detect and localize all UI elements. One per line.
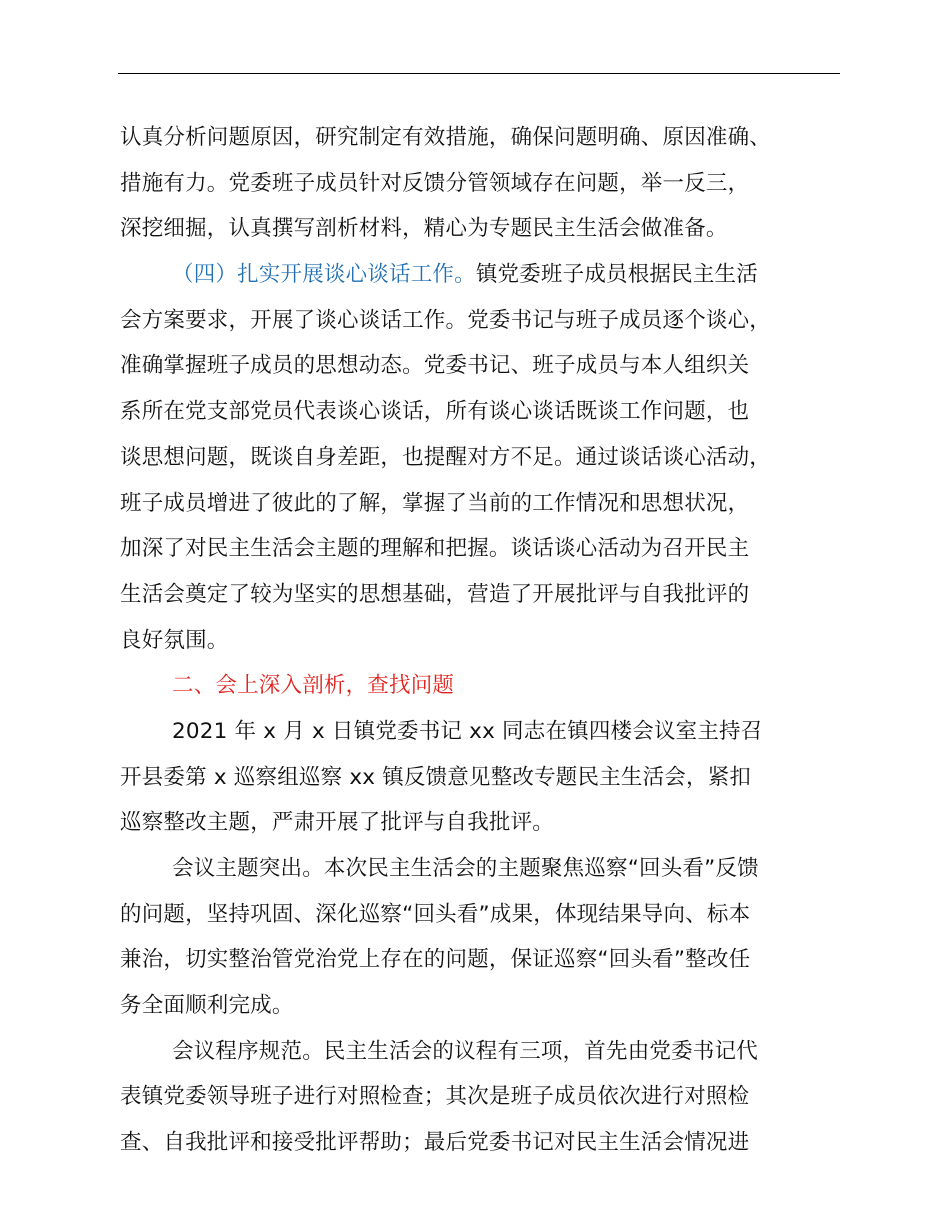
line-text: 务全面顺利完成。 bbox=[120, 993, 294, 1019]
text-line bbox=[120, 937, 855, 983]
text-line bbox=[120, 1120, 855, 1166]
line-text: 会议主题突出。本次民主生活会的主题聚焦巡察“回头看”反馈 bbox=[172, 856, 759, 881]
line-text: 表镇党委领导班子进行对照检查；其次是班子成员依次进行对照检 bbox=[120, 1084, 750, 1110]
text-line bbox=[120, 892, 855, 938]
line-text: 镇党委班子成员根据民主生活 bbox=[475, 262, 758, 288]
line-text: 生活会奠定了较为坚实的思想基础，营造了开展批评与自我批评的 bbox=[120, 581, 750, 607]
line-text: 系所在党支部党员代表谈心谈话，所有谈心谈话既谈工作问题，也 bbox=[120, 399, 750, 425]
line-text: 认真分析问题原因，研究制定有效措施，确保问题明确、原因准确、 bbox=[120, 125, 772, 150]
text-line bbox=[120, 115, 855, 161]
line-text: 查、自我批评和接受批评帮助；最后党委书记对民主生活会情况进 bbox=[120, 1130, 750, 1156]
line-text: 开县委第 x 巡察组巡察 xx 镇反馈意见整改专题民主生活会，紧扣 bbox=[120, 764, 752, 790]
line-text: 的问题，坚持巩固、深化巡察“回头看”成果，体现结果导向、标本 bbox=[120, 901, 751, 927]
header-rule bbox=[118, 73, 840, 74]
line-text: 准确掌握班子成员的思想动态。党委书记、班子成员与本人组织关 bbox=[120, 353, 750, 379]
line-text: 会方案要求，开展了谈心谈话工作。党委书记与班子成员逐个谈心， bbox=[120, 307, 772, 333]
document-body bbox=[120, 115, 855, 1166]
text-line bbox=[120, 481, 855, 527]
section-heading-line bbox=[120, 663, 855, 709]
line-text: 兼治，切实整治管党治党上存在的问题，保证巡察“回头看”整改任 bbox=[120, 947, 751, 973]
text-line bbox=[120, 389, 855, 435]
line-text: 谈思想问题，既谈自身差距，也提醒对方不足。通过谈话谈心活动， bbox=[120, 444, 772, 470]
line-text: 良好氛围。 bbox=[120, 627, 229, 653]
paragraph-start-line bbox=[120, 846, 855, 892]
text-line bbox=[120, 206, 855, 252]
line-text: 深挖细掘，认真撰写剖析材料，精心为专题民主生活会做准备。 bbox=[120, 216, 728, 242]
line-text: 巡察整改主题，严肃开展了批评与自我批评。 bbox=[120, 810, 555, 836]
line-text: 会议程序规范。民主生活会的议程有三项，首先由党委书记代 bbox=[172, 1038, 758, 1064]
section-heading: 二、会上深入剖析，查找问题 bbox=[172, 673, 455, 699]
text-line bbox=[120, 343, 855, 389]
text-line bbox=[120, 572, 855, 618]
text-line bbox=[120, 526, 855, 572]
subsection-heading: （四）扎实开展谈心谈话工作。 bbox=[172, 262, 476, 288]
text-line bbox=[120, 618, 855, 664]
paragraph-start-line bbox=[120, 252, 855, 298]
text-line bbox=[120, 1074, 855, 1120]
line-text: 加深了对民主生活会主题的理解和把握。谈话谈心活动为召开民主 bbox=[120, 536, 750, 562]
line-text: 班子成员增进了彼此的了解，掌握了当前的工作情况和思想状况， bbox=[120, 490, 750, 516]
text-line bbox=[120, 983, 855, 1029]
paragraph-start-line bbox=[120, 709, 855, 755]
line-text: 2021 年 x 月 x 日镇党委书记 xx 同志在镇四楼会议室主持召 bbox=[172, 718, 763, 744]
line-text: 措施有力。党委班子成员针对反馈分管领域存在问题，举一反三， bbox=[120, 170, 750, 196]
paragraph-start-line bbox=[120, 1029, 855, 1075]
text-line bbox=[120, 755, 855, 801]
text-line bbox=[120, 298, 855, 344]
text-line bbox=[120, 435, 855, 481]
text-line bbox=[120, 800, 855, 846]
text-line bbox=[120, 161, 855, 207]
